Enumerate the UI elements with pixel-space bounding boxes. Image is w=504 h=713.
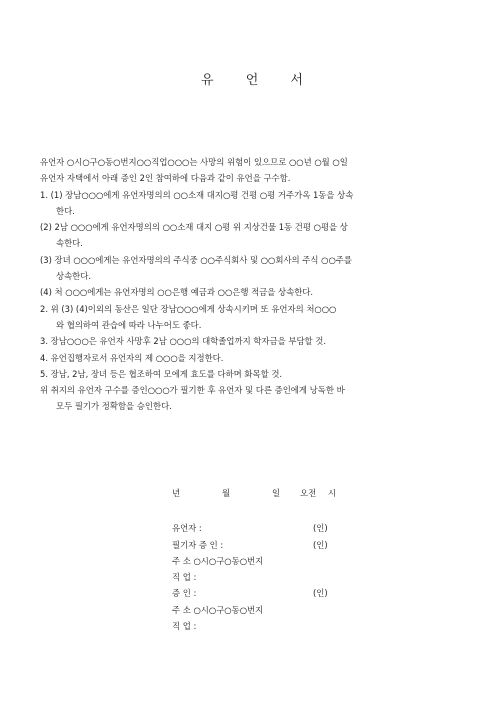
signature-label: 직 업 : xyxy=(172,621,197,632)
body-line: 유언자 ○시○구○동○번지○○직업○○○는 사망의 위험이 있으므로 ○○년 ○월 ○일 xyxy=(40,157,348,167)
date-line xyxy=(172,485,336,501)
date-month: 월 xyxy=(222,488,231,498)
signature-row xyxy=(172,520,336,536)
signature-label: 직 업 : xyxy=(172,572,197,583)
date-year: 년 xyxy=(172,488,181,498)
signature-row xyxy=(172,569,336,585)
body-line: 5. 장남, 2남, 장녀 등은 협조하여 모에게 효도를 다하며 화목할 것. xyxy=(40,368,283,379)
date-ampm: 오전 xyxy=(300,488,317,498)
body-line: 와 협의하여 관습에 따라 나누어도 좋다. xyxy=(56,319,202,330)
body-line: 한다. xyxy=(56,205,75,216)
body-line: (3) 장녀 ○○○에게는 유언자명의의 주식중 ○○주식회사 및 ○○회사의 주식 ○○주를 xyxy=(40,254,352,265)
will-body xyxy=(40,154,472,415)
seal-mark: (인) xyxy=(313,588,328,599)
signature-label: 증 인 : xyxy=(172,588,197,599)
signature-section xyxy=(172,485,336,634)
body-line: 3. 장남○○○은 유언자 사망후 2남 ○○○의 대학졸업까지 학자금을 부담할 것. xyxy=(40,336,327,347)
signature-row xyxy=(172,602,336,618)
body-line: 속한다. xyxy=(56,238,83,249)
signature-rows xyxy=(172,520,336,634)
body-line: (2) 2남 ○○○에게 유언자명의의 ○○소재 대지 ○평 위 지상건물 1동 건평 ○평을 상 xyxy=(40,222,348,233)
signature-label: 주 소 ○시○구○동○번지 xyxy=(172,555,264,566)
document-title: 유 언 서 xyxy=(201,73,317,88)
signature-label: 유언자 : xyxy=(172,523,202,534)
body-line: 4. 유언집행자로서 유언자의 제 ○○○을 지정한다. xyxy=(40,352,224,363)
date-day: 일 xyxy=(272,488,281,498)
seal-mark: (인) xyxy=(313,523,328,534)
body-line: 모두 필기가 정확함을 승인한다. xyxy=(56,401,172,412)
signature-row xyxy=(172,537,336,553)
body-line: 위 취지의 유언자 구수를 증인○○○가 필기한 후 유언자 및 다른 증인에게 낭독한 바 xyxy=(40,385,345,396)
body-line: 2. 위 (3) (4)이외의 동산은 일단 장남○○○에게 상속시키며 또 유언자의 처○○○ xyxy=(40,303,337,314)
signature-label: 주 소 ○시○구○동○번지 xyxy=(172,604,264,615)
signature-label: 필기자 증 인 : xyxy=(172,539,224,550)
body-line: 유언자 자택에서 아래 증인 2인 참여하에 다음과 같이 유언을 구수함. xyxy=(40,173,291,184)
body-line: (4) 처 ○○○에게는 유언자명의 ○○은행 예금과 ○○은행 적금을 상속한다. xyxy=(40,287,314,298)
signature-row xyxy=(172,618,336,634)
date-hour: 시 xyxy=(328,488,337,498)
seal-mark: (인) xyxy=(313,539,328,550)
signature-row xyxy=(172,553,336,569)
signature-row xyxy=(172,585,336,601)
body-line: 상속한다. xyxy=(56,271,92,282)
body-line: 1. (1) 장남○○○에게 유언자명의의 ○○소재 대지○평 건평 ○평 거주가옥 1동을 상속 xyxy=(40,189,354,200)
